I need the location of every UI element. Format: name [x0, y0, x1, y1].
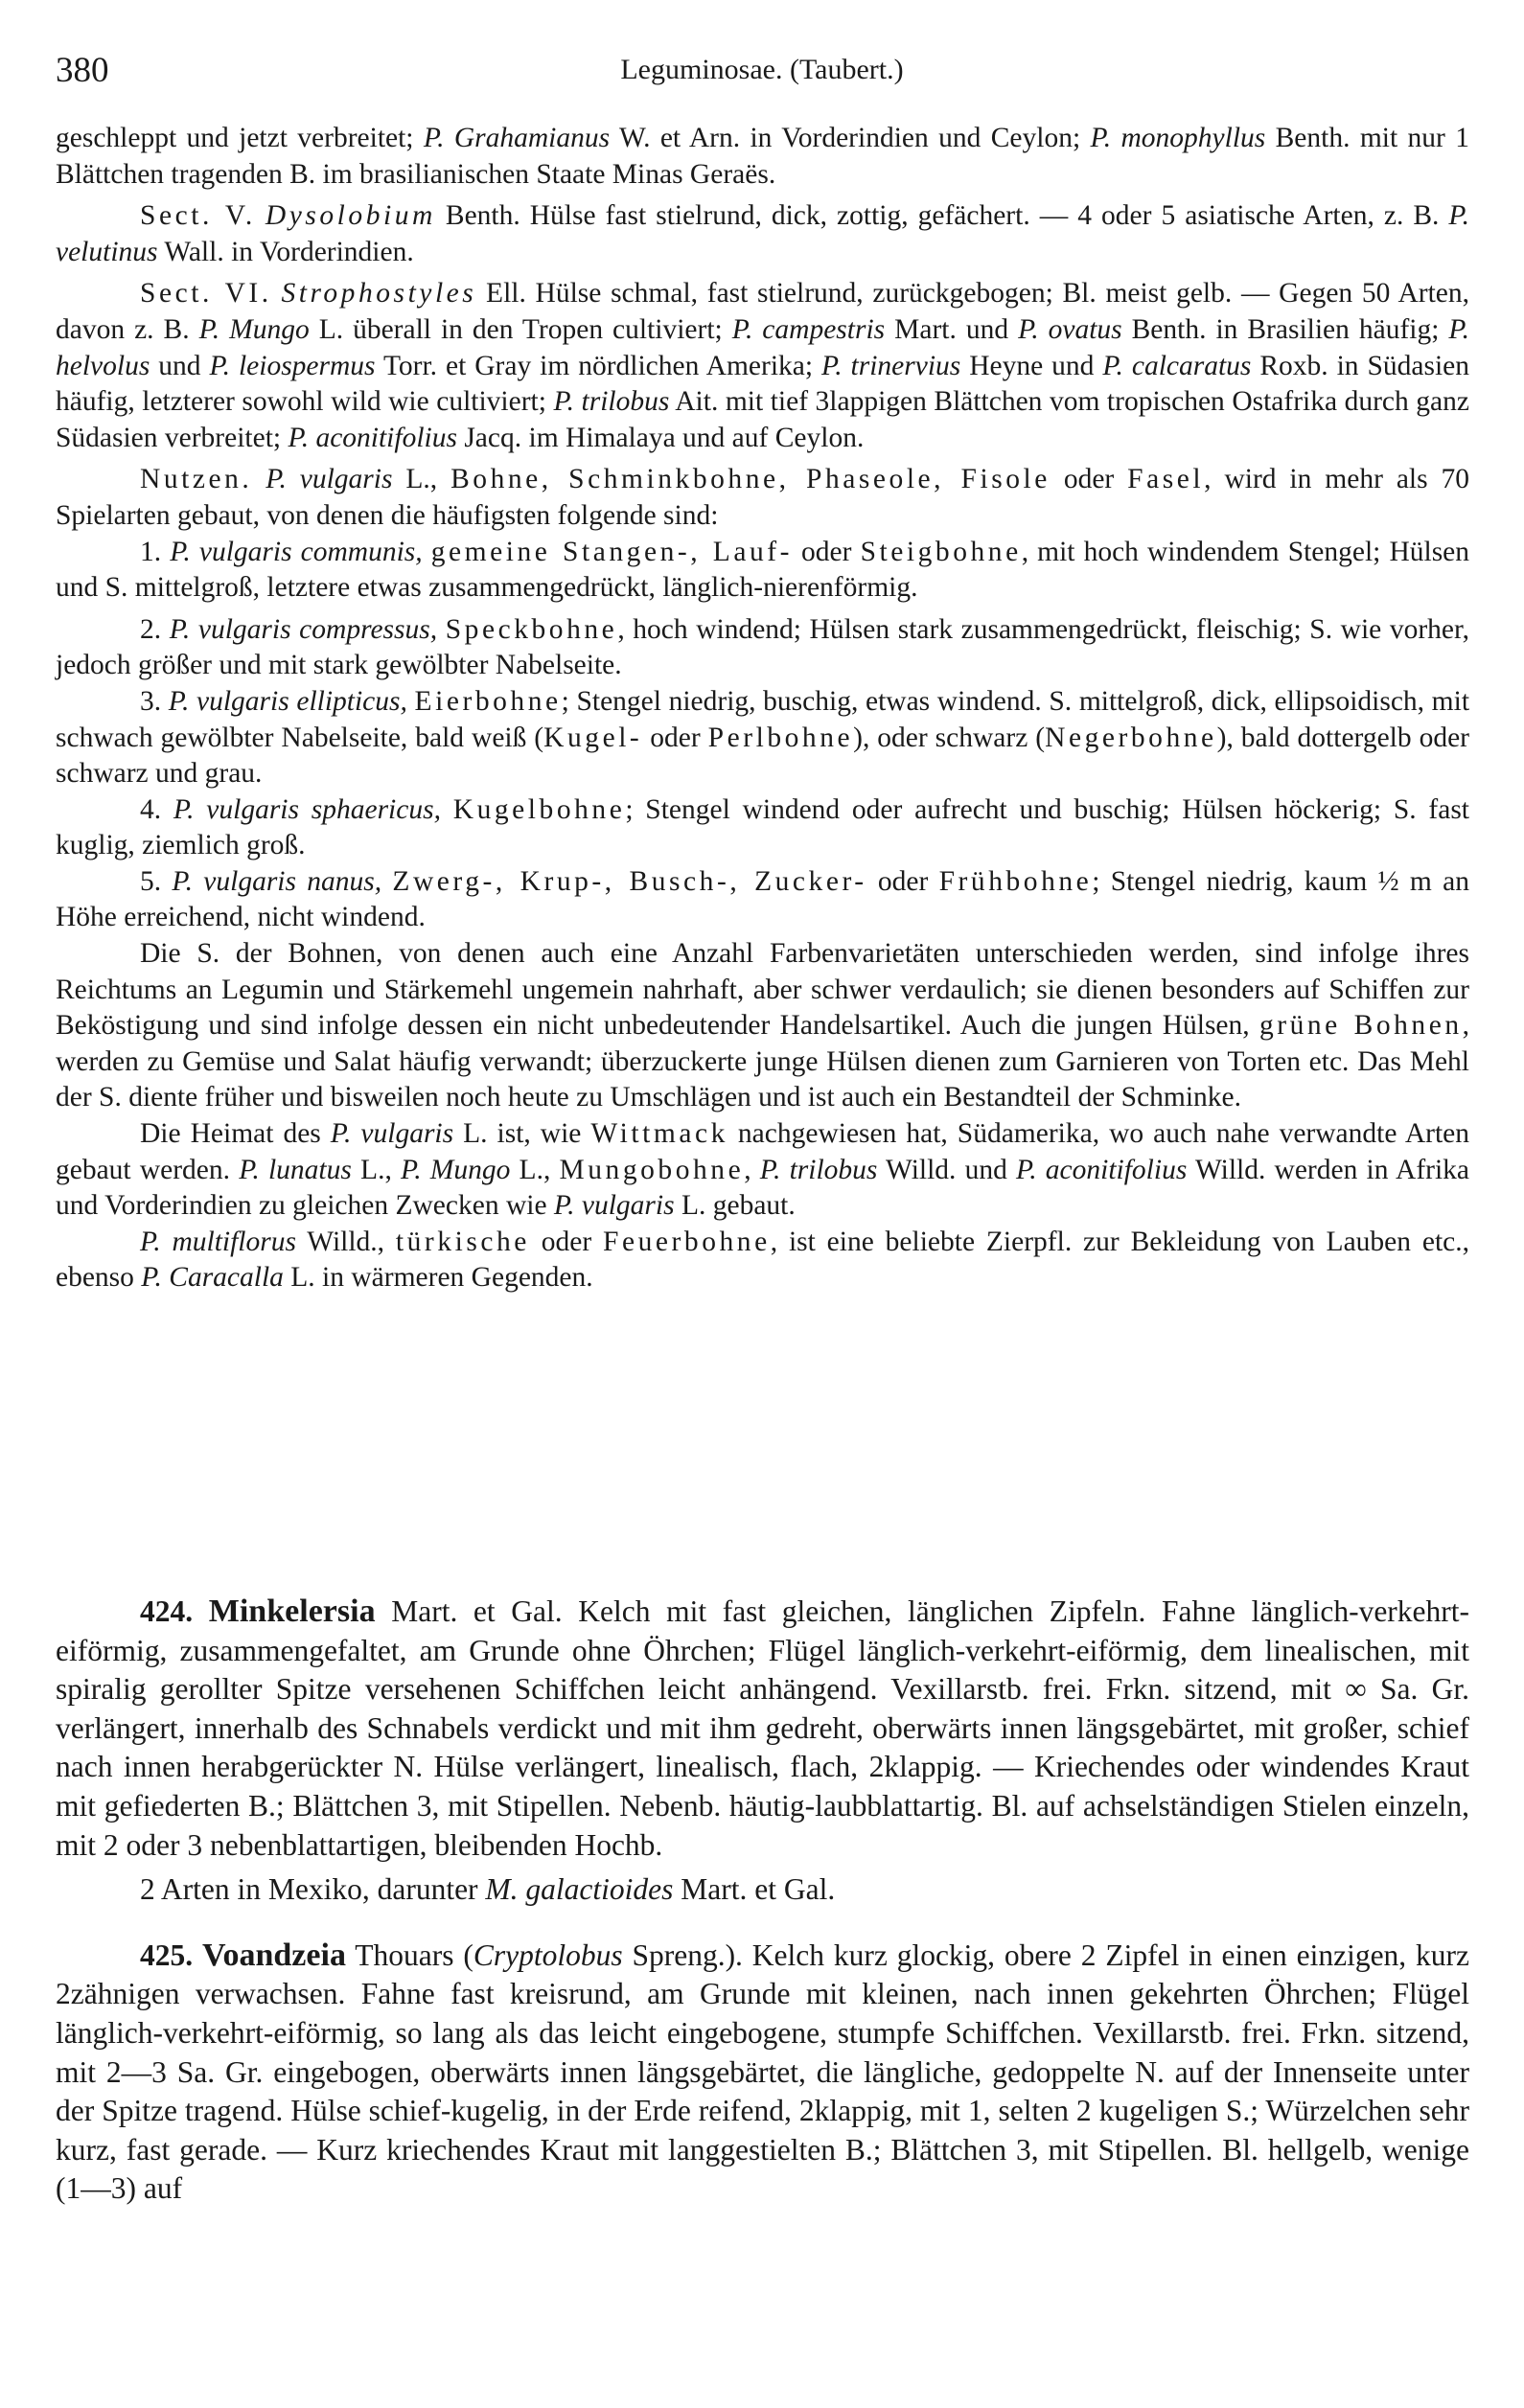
spaced-italic-text: Dysolobium [265, 200, 436, 232]
entry-number: 424. [140, 1594, 209, 1628]
body-text-lower [56, 1593, 1469, 2209]
spaced-text: Sect. VI. [140, 278, 272, 310]
text-run: Spreng.). Kelch kurz glockig, obere 2 Zipfel in einen einzigen, kurz 2zähnigen verwachsen. Fahne fast kreisrund, am Grunde mit kleinen, nach innen gekehrten Öhrchen; Flügel länglich-verkehrt-eiförmig, so lang als das leicht eingebogene, stumpfe Schiffchen. Vexillarstb. frei. Frkn. sitzend, mit 2—3 Sa. Gr. eingebogen, oberwärts innen längsgebärtet, die längliche, gedoppelte N. auf der Innenseite unter der Spitze tragend. Hülse schief-kugelig, in der Erde reifend, 2klappig, mit 1, selten 2 kugeligen S.; Würzelchen sehr kurz, fast gerade. — Kurz kriechendes Kraut mit langgestielten B.; Blättchen 3, mit Stipellen. Bl. hellgelb, wenige (1—3) auf [56, 1938, 1470, 2206]
spaced-text: Kugelbohne [452, 793, 626, 825]
paragraph-nutzen [56, 462, 1469, 534]
variety-2 [56, 612, 1469, 684]
text-run: L. gebaut. [674, 1190, 796, 1222]
variety-5 [56, 864, 1469, 936]
genus-entry-minkelersia [56, 1593, 1469, 1865]
spaced-text: Perlbohne [707, 722, 854, 753]
text-run [272, 278, 282, 309]
text-run: ), oder schwarz ( [853, 722, 1046, 753]
italic-text: P. Mungo [198, 313, 310, 345]
text-run: , [744, 1154, 760, 1185]
text-run: 5. [140, 865, 173, 897]
text-run: 3. [140, 685, 169, 717]
spaced-text: Negerbohne [1045, 722, 1217, 753]
spaced-text: Sect. V. [140, 200, 256, 232]
genus-entry-voandzeia [56, 1937, 1469, 2209]
text-run [441, 794, 453, 825]
text-run: L. ist, wie [453, 1118, 591, 1150]
italic-text: P. Caracalla [141, 1262, 284, 1294]
italic-text: P. vulgaris communis, [170, 536, 423, 567]
spaced-text: gemeine Stangen-, Lauf- [430, 536, 793, 567]
italic-text: P. vulgaris ellipticus, [168, 685, 407, 717]
italic-text: P. vulgaris [553, 1190, 675, 1222]
italic-text: P. aconitifolius [288, 422, 457, 453]
italic-text: P. vulgaris [266, 464, 393, 495]
italic-text: P. leiospermus [209, 350, 376, 381]
paragraph-sect-vi [56, 276, 1469, 456]
paragraph-usage [56, 936, 1469, 1116]
paragraph-origin [56, 1116, 1469, 1225]
spaced-text: grüne Bohnen [1258, 1010, 1463, 1042]
spaced-text: Kugel- [543, 722, 643, 753]
text-run: ; Stengel niedrig, buschig, etwas windend. S. mittelgroß, dick, ellipsoidisch, mit schwach gewölbter Nabelseite, bald weiß ( [56, 685, 1470, 753]
text-run: nachgewiesen hat, Südamerika, wo auch nahe verwandte Arten gebaut werden. [56, 1118, 1469, 1185]
text-run: oder [642, 722, 708, 753]
text-run: , mit hoch windendem Stengel; Hülsen und S. mittelgroß, letztere etwas zusammengedrückt, länglich-nierenförmig. [56, 536, 1470, 604]
italic-text: M. galactioides [485, 1872, 674, 1907]
text-run: und [150, 350, 210, 381]
text-run: W. et Arn. in Vorderindien und Ceylon; [610, 123, 1091, 153]
text-run: Willd. werden in Afrika und Vorderindien zu gleichen Zwecken wie [56, 1154, 1470, 1222]
text-run: Die S. der Bohnen, von denen auch eine Anzahl Farbenvarietäten unterschieden werden, sind infolge ihres Reichtums an Legumin und Stärkemehl ungemein nahrhaft, aber schwer verdaulich; sie dienen besonders auf Schiffen zur Beköstigung und sind infolge dessen ein nicht unbedeutender Handelsartikel. Auch die jungen Hülsen, [56, 938, 1469, 1042]
italic-text: P. calcaratus [1102, 350, 1252, 381]
text-run: 4. [140, 793, 173, 825]
text-run: Mart. et Gal. Kelch mit fast gleichen, länglichen Zipfeln. Fahne länglich-verkehrt-eiförmig, zusammengefaltet, am Grunde ohne Öhrchen; Flügel länglich-verkehrt-eiförmig, dem linealischen, mit spiralig gerollter Spitze versehenen Schiffchen leicht anhängend. Vexillarstb. frei. Frkn. sitzend, mit ∞ Sa. Gr. verlängert, innerhalb des Schnabels verdickt und mit ihm gedreht, oberwärts innen längsgebärtet, mit großer, schief nach innen herabgerückter N. Hülse verlängert, linealisch, flach, 2klappig. — Kriechendes oder windendes Kraut mit gefiederten B.; Blättchen 3, mit Stipellen. Nebenb. häutig-laubblattartig. Bl. auf achselständigen Stielen einzeln, mit 2 oder 3 nebenblattartigen, bleibenden Hochb. [56, 1594, 1469, 1862]
text-run: Benth. mit nur 1 Blättchen tragenden B. im brasilianischen Staate Minas Geraës. [56, 123, 1469, 190]
text-run: Wall. in Vorderindien. [157, 236, 414, 267]
text-run [256, 200, 266, 231]
body-text-upper [56, 121, 1469, 1296]
text-run [423, 537, 431, 567]
text-run [252, 464, 266, 494]
text-run: Ait. mit tief 3lappigen Blättchen vom tropischen Ostafrika durch ganz Südasien verbreitet; [56, 386, 1469, 453]
text-run: , wird in mehr als 70 Spielarten gebaut, von denen die häufigsten folgende sind: [56, 464, 1469, 531]
spaced-italic-text: Strophostyles [281, 278, 477, 310]
text-run: oder [529, 1226, 604, 1257]
paragraph-minkelersia-species [56, 1870, 1469, 1910]
text-run: Torr. et Gray im nördlichen Amerika; [375, 350, 822, 381]
italic-text: P. monophyllus [1090, 123, 1266, 153]
italic-text: P. multiflorus [140, 1226, 296, 1257]
spaced-text: Nutzen. [140, 464, 253, 495]
italic-text: P. Grahamianus [423, 123, 611, 153]
text-run: , ist eine beliebte Zierpfl. zur Bekleidung von Lauben etc., ebenso [56, 1226, 1470, 1294]
spaced-text: Speckbohne [445, 613, 618, 645]
italic-text: P. trilobus [553, 386, 670, 418]
italic-text: P. velutinus [56, 200, 1470, 267]
text-run: L., [351, 1154, 401, 1185]
text-run: ), bald dottergelb oder schwarz und grau. [56, 722, 1469, 790]
text-run: ; Stengel windend oder aufrecht und buschig; Hülsen höckerig; S. fast kuglig, ziemlich groß. [56, 793, 1469, 861]
entry-number: 425. [140, 1938, 202, 1972]
text-run: ; Stengel niedrig, kaum ½ m an Höhe erreichend, nicht windend. [56, 865, 1470, 933]
text-run: L., [392, 464, 451, 495]
spaced-text: Feuerbohne [603, 1226, 771, 1257]
spaced-text: Frühbohne [938, 865, 1093, 897]
italic-text: P. vulgaris sphaericus, [173, 793, 441, 825]
text-run: geschleppt und jetzt verbreitet; [56, 123, 424, 153]
italic-text: P. trinervius [821, 350, 961, 381]
text-run: L. überall in den Tropen cultiviert; [309, 313, 732, 345]
italic-text: P. helvolus [56, 313, 1470, 381]
spaced-text: Steigbohne [860, 536, 1022, 567]
variety-1 [56, 535, 1469, 607]
italic-text: P. vulgaris [330, 1118, 454, 1150]
text-run: Willd. und [877, 1154, 1017, 1185]
italic-text: P. ovatus [1018, 313, 1122, 345]
italic-text: Cryptolobus [473, 1938, 623, 1972]
spaced-text: Bohne, Schminkbohne, Phaseole, Fisole [450, 464, 1051, 495]
spaced-text: türkische [395, 1226, 530, 1257]
text-run [437, 614, 446, 645]
italic-text: P. campestris [731, 313, 886, 345]
spaced-text: Mungobohne [559, 1154, 745, 1185]
text-run: L. in wärmeren Gegenden. [283, 1262, 593, 1294]
italic-text: P. Mungo [401, 1154, 511, 1185]
text-run: Mart. et Gal. [673, 1872, 836, 1907]
text-run [407, 686, 415, 717]
page-number: 380 [56, 51, 109, 90]
text-run [381, 866, 392, 897]
text-run: Heyne und [960, 350, 1103, 381]
paragraph-sect-v [56, 198, 1469, 270]
italic-text: P. vulgaris compressus, [169, 613, 438, 645]
text-run: oder [1050, 464, 1128, 495]
variety-3 [56, 684, 1469, 792]
text-run: Jacq. im Himalaya und auf Ceylon. [456, 422, 865, 453]
variety-4 [56, 792, 1469, 864]
spaced-text: Wittmack [590, 1118, 728, 1150]
text-run: Mart. und [885, 313, 1019, 345]
spaced-text: Fasel [1127, 464, 1205, 495]
text-run: Die Heimat des [140, 1118, 331, 1150]
running-head: Leguminosae. (Taubert.) [620, 54, 904, 85]
text-run: 1. [140, 536, 171, 567]
italic-text: P. aconitifolius [1016, 1154, 1188, 1185]
text-run: oder [866, 865, 939, 897]
text-run: , hoch windend; Hülsen stark zusammengedrückt, fleischig; S. wie vorher, jedoch größer und mit stark gewölbter Nabelseite. [56, 613, 1470, 681]
italic-text: P. trilobus [759, 1154, 878, 1185]
paragraph-multiflorus [56, 1225, 1469, 1296]
text-run: 2. [140, 613, 170, 645]
italic-text: P. lunatus [239, 1154, 352, 1185]
text-run: Thouars ( [345, 1938, 473, 1972]
text-run: , werden zu Gemüse und Salat häufig verwandt; überzuckerte junge Hülsen dienen zum Garnieren von Torten etc. Das Mehl der S. diente früher und bisweilen noch heute zu Umschlägen und ist auch ein Bestandteil der Schminke. [56, 1010, 1470, 1113]
text-run: Willd., [295, 1226, 396, 1257]
text-run: Roxb. in Südasien häufig, letzterer sowohl wild wie cultiviert; [56, 350, 1469, 418]
genus-name: Voandzeia [202, 1937, 346, 1973]
genus-name: Minkelersia [208, 1594, 376, 1629]
paragraph-continuation [56, 121, 1469, 193]
text-run: Benth. in Brasilien häufig; [1121, 313, 1449, 345]
text-run: oder [792, 536, 861, 567]
spaced-text: Eierbohne [414, 685, 562, 717]
text-run: Benth. Hülse fast stielrund, dick, zottig, gefächert. — 4 oder 5 asiatische Arten, z. B. [435, 200, 1449, 232]
spaced-text: Zwerg-, Krup-, Busch-, Zucker- [392, 865, 867, 897]
text-run: L., [510, 1154, 560, 1185]
italic-text: P. vulgaris nanus, [172, 865, 382, 897]
text-run: Ell. Hülse schmal, fast stielrund, zurückgebogen; Bl. meist gelb. — Gegen 50 Arten, davon z. B. [56, 278, 1470, 345]
page-header [56, 50, 1468, 98]
text-run: 2 Arten in Mexiko, darunter [140, 1872, 486, 1907]
